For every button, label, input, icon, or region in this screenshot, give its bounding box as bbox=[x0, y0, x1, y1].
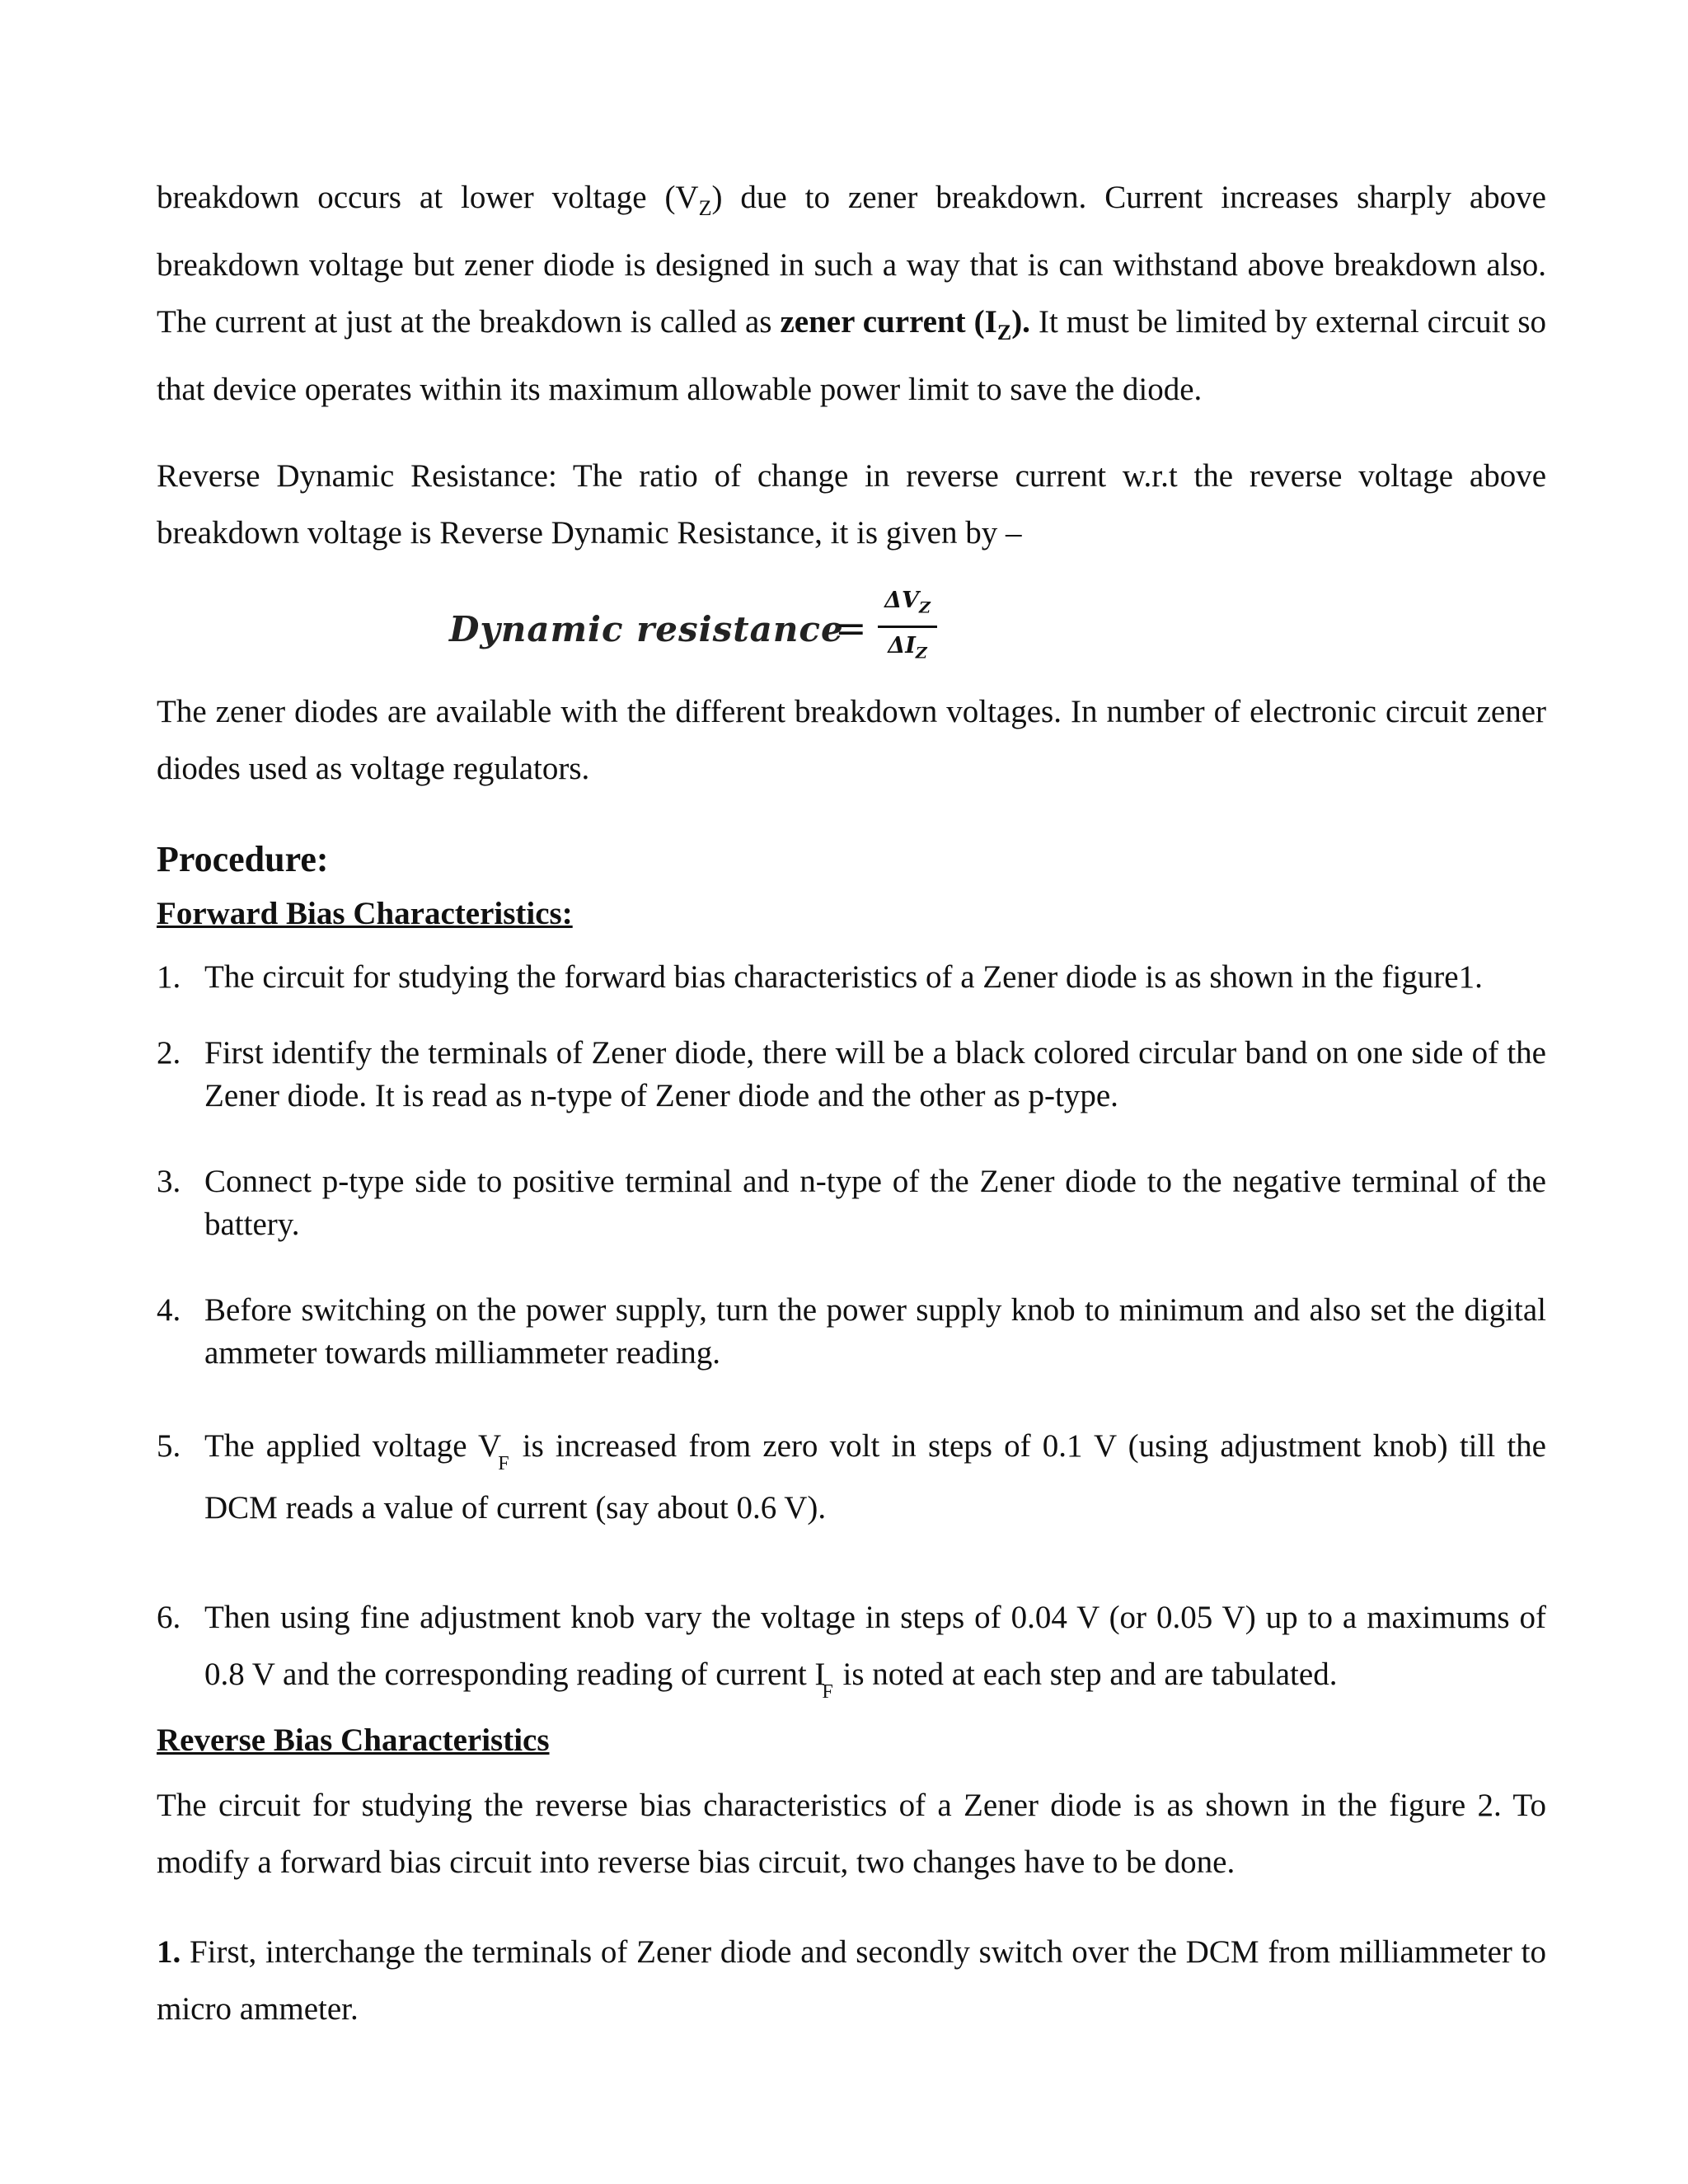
numerator-text: ΔV bbox=[884, 587, 920, 613]
procedure-heading: Procedure: bbox=[157, 838, 329, 879]
vf-subscript: F bbox=[498, 1452, 509, 1474]
denominator-text: ΔI bbox=[888, 632, 916, 658]
if-subscript: F bbox=[822, 1680, 833, 1703]
step-number: 5. bbox=[157, 1427, 181, 1464]
numerator-subscript: Z bbox=[919, 598, 931, 616]
step-text: The applied voltage V bbox=[204, 1427, 502, 1464]
reverse-step-paragraph bbox=[157, 1924, 1546, 2037]
step-item bbox=[157, 1032, 1546, 1118]
step-text: First identify the terminals of Zener diode, there will be a black colored circular band on one side of the Zener diode. It is read as n-type of Zener diode and the other as p-type. bbox=[204, 1034, 1546, 1113]
formula-numerator bbox=[878, 586, 937, 622]
para1-text-c: It must be limited by external circuit so that device operates within its maximum allowable power limit to save the diode. bbox=[157, 303, 1546, 407]
step-number: 6. bbox=[157, 1599, 181, 1635]
step-text-continued: is increased from zero volt in steps of 0.1 V (using adjustment knob) till the DCM reads a value of current (say about 0.6 V). bbox=[204, 1427, 1546, 1526]
step-text-continued: is noted at each step and are tabulated. bbox=[834, 1656, 1338, 1692]
formula-equals: = bbox=[835, 605, 867, 650]
zener-current-text: zener current (I bbox=[780, 303, 997, 340]
step-item bbox=[157, 1589, 1546, 1708]
para1-subscript-a: Z bbox=[698, 195, 712, 220]
step-item bbox=[157, 1418, 1546, 1536]
forward-bias-steps bbox=[157, 956, 1546, 1708]
forward-bias-heading: Forward Bias Characteristics: bbox=[157, 895, 573, 931]
step-text: Then using fine adjustment knob vary the voltage in steps of 0.04 V (or 0.05 V) up to a maximums of 0.8 V and the corresponding reading of current I bbox=[204, 1599, 1546, 1692]
formula-fraction bbox=[878, 586, 937, 668]
step-number: 1. bbox=[157, 958, 181, 995]
zener-usage-paragraph: The zener diodes are available with the different breakdown voltages. In number of electronic circuit zener diodes used as voltage regulators. bbox=[157, 693, 1546, 786]
dynamic-resistance-formula bbox=[157, 587, 1546, 673]
zener-current-term bbox=[780, 303, 1030, 344]
reverse-bias-paragraph: The circuit for studying the reverse bias characteristics of a Zener diode is as shown in the figure 2. To modify a forward bias circuit into reverse bias circuit, two changes have to be done. bbox=[157, 1787, 1546, 1880]
para1-text-a: breakdown occurs at lower voltage (V bbox=[157, 180, 699, 215]
fraction-bar bbox=[878, 626, 937, 628]
reverse-bias-heading: Reverse Bias Characteristics bbox=[157, 1722, 550, 1758]
step-number: 4. bbox=[157, 1291, 181, 1328]
para1-text-b: ) due to zener breakdown. Current increases sharply above breakdown voltage but zener diode is designed in such a way that is can withstand above breakdown also. The current at just at the breakdown is called as bbox=[157, 180, 1546, 340]
step-text: Connect p-type side to positive terminal and n-type of the Zener diode to the negative terminal of the battery. bbox=[204, 1163, 1546, 1242]
step-item bbox=[157, 956, 1546, 999]
formula-denominator bbox=[878, 631, 937, 668]
step-text: The circuit for studying the forward bias characteristics of a Zener diode is as shown in the figure1. bbox=[204, 958, 1483, 995]
zener-breakdown-paragraph bbox=[157, 169, 1546, 418]
step-item bbox=[157, 1160, 1546, 1246]
reverse-step-number: 1. bbox=[157, 1933, 181, 1970]
denominator-subscript: Z bbox=[915, 644, 927, 663]
step-item bbox=[157, 1289, 1546, 1375]
step-text: Before switching on the power supply, turn the power supply knob to minimum and also set the digital ammeter towards milliammeter reading. bbox=[204, 1291, 1546, 1371]
reverse-step-text: First, interchange the terminals of Zener diode and secondly switch over the DCM from milliammeter to micro ammeter. bbox=[157, 1933, 1546, 2027]
formula-lhs: Dynamic resistance bbox=[449, 608, 844, 649]
step-number: 2. bbox=[157, 1034, 181, 1071]
step-number: 3. bbox=[157, 1163, 181, 1199]
reverse-dynamic-resistance-paragraph: Reverse Dynamic Resistance: The ratio of change in reverse current w.r.t the reverse voltage above breakdown voltage is Reverse Dynamic Resistance, it is given by – bbox=[157, 457, 1546, 551]
zener-current-subscript: Z bbox=[996, 320, 1012, 344]
document-page bbox=[157, 169, 1546, 2037]
zener-current-close: ). bbox=[1011, 303, 1030, 340]
